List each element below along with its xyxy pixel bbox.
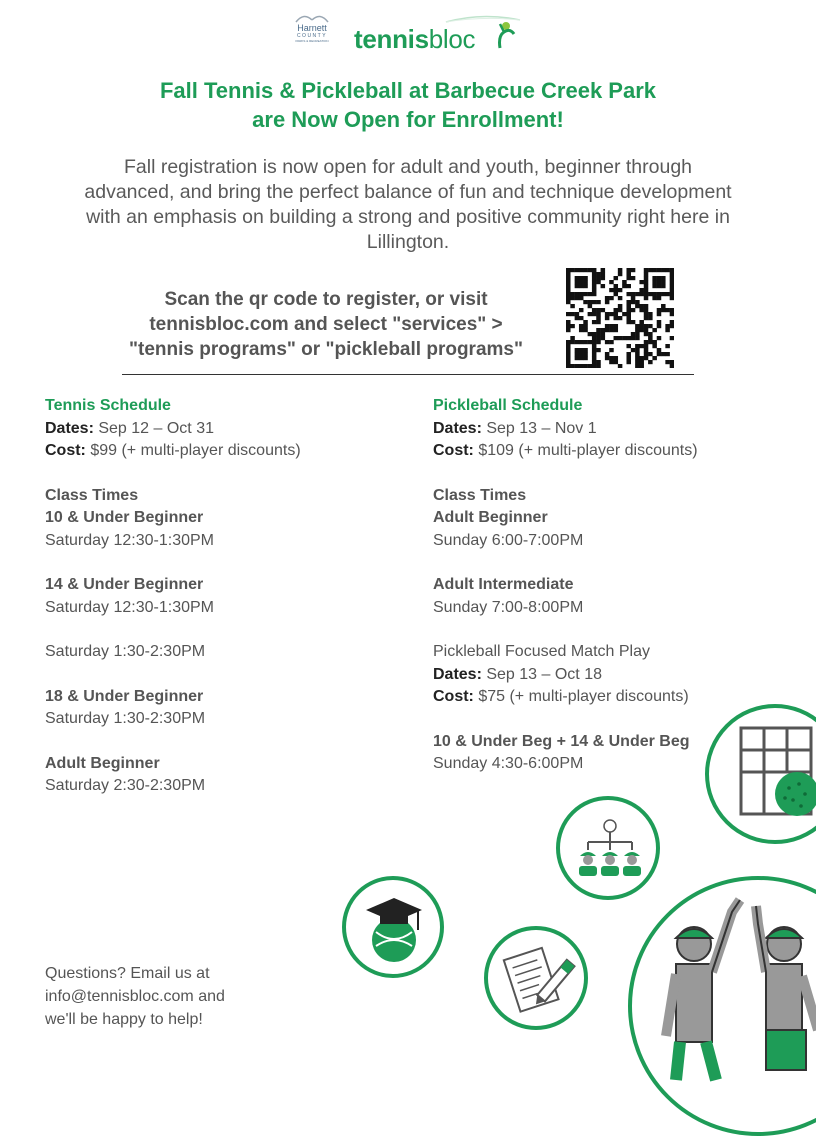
- youth-pickleball-class-time: Sunday 4:30-6:00PM: [433, 755, 584, 772]
- tennis-class-time: Saturday 12:30-1:30PM: [45, 531, 214, 549]
- tennis-class-time: Saturday 2:30-2:30PM: [45, 777, 206, 794]
- scan-line2: tennisbloc.com and select "services" >: [149, 314, 503, 335]
- tennis-class-name: 10 & Under Beginner: [45, 509, 204, 526]
- org-chart-icon: [556, 796, 660, 900]
- pickleball-dates: [433, 418, 813, 441]
- tennis-dates-value: Sep 12 – Oct 31: [93, 419, 214, 437]
- footer-line1: Questions? Email us at: [45, 965, 210, 982]
- tennis-class-time: Saturday 12:30-1:30PM: [45, 598, 214, 616]
- scan-line3: "tennis programs" or "pickleball programs": [129, 339, 523, 360]
- match-play-cost: [433, 686, 813, 709]
- pickleball-schedule-title: Pickleball Schedule: [433, 397, 583, 414]
- harnett-logo-line2: COUNTY: [296, 33, 328, 39]
- pickleball-class-times-heading: Class Times: [433, 486, 527, 504]
- tennis-cost-label: Cost:: [45, 442, 86, 459]
- headline-line1: Fall Tennis & Pickleball at Barbecue Creek Park: [159, 78, 657, 103]
- match-play-dates: [433, 664, 813, 687]
- pickleball-class-name: Adult Intermediate: [433, 576, 574, 593]
- footer-contact: [45, 962, 305, 1031]
- scan-line1: Scan the qr code to register, or visit: [164, 289, 488, 310]
- headline-line2: are Now Open for Enrollment!: [252, 107, 564, 132]
- youth-pickleball-class-name: 10 & Under Beg + 14 & Under Beg: [433, 732, 690, 750]
- pickleball-cost: [433, 440, 813, 463]
- tennis-class-name: Adult Beginner: [45, 754, 160, 772]
- qr-code-icon[interactable]: [566, 268, 674, 368]
- scan-instructions: [88, 287, 564, 362]
- tennis-class-time: Saturday 1:30-2:30PM: [45, 643, 206, 660]
- match-play-dates-value: Sep 13 – Oct 18: [481, 665, 602, 683]
- pickleball-cost-value: $109 (+ multi-player discounts): [473, 442, 698, 459]
- match-play-cost-value: $75 (+ multi-player discounts): [473, 688, 689, 705]
- tennis-schedule: [45, 395, 405, 798]
- footer-line2[interactable]: info@tennisbloc.com and: [45, 988, 225, 1005]
- headline: [60, 76, 756, 134]
- match-play-dates-label: Dates:: [433, 665, 482, 683]
- tennis-class-name: 18 & Under Beginner: [45, 687, 204, 705]
- harnett-county-logo: [290, 12, 334, 52]
- intro-paragraph: Fall registration is now open for adult and youth, beginner through advanced, and bring the perfect balance of fun and technique development with an emphasis on building a strong and positive community right here in Lillington.: [84, 156, 732, 253]
- tennis-class-name: 14 & Under Beginner: [45, 576, 204, 593]
- match-play-cost-label: Cost:: [433, 688, 474, 705]
- pickleball-class-name: Adult Beginner: [433, 509, 548, 526]
- harnett-logo-line1: Harnett: [297, 23, 327, 33]
- tennis-class-time: Saturday 1:30-2:30PM: [45, 710, 206, 727]
- pickleball-dates-value: Sep 13 – Nov 1: [481, 419, 597, 437]
- tennisbloc-wordmark-bloc: bloc: [428, 24, 476, 54]
- pickleball-class-time: Sunday 7:00-8:00PM: [433, 598, 584, 616]
- tennisbloc-logo: [354, 14, 534, 54]
- tennis-cost: [45, 440, 405, 463]
- pickleball-dates-label: Dates:: [433, 419, 482, 437]
- divider: [122, 374, 694, 375]
- match-play-title: Pickleball Focused Match Play: [433, 643, 650, 660]
- pickleball-cost-label: Cost:: [433, 442, 474, 459]
- graduation-cap-ball-icon: [342, 876, 444, 978]
- harnett-logo-line3: PARKS & RECREATION: [295, 39, 329, 43]
- tennis-class-times-heading: Class Times: [45, 486, 139, 504]
- document-pen-icon: [484, 926, 588, 1030]
- tennisbloc-wordmark: [354, 24, 475, 55]
- tennis-dates-label: Dates:: [45, 419, 94, 437]
- footer-line3: we'll be happy to help!: [45, 1011, 203, 1028]
- tennis-dates: [45, 418, 405, 441]
- tennis-schedule-title: Tennis Schedule: [45, 397, 171, 414]
- cheering-players-icon: [628, 876, 816, 1136]
- tennis-cost-value: $99 (+ multi-player discounts): [85, 442, 301, 459]
- tennisbloc-wordmark-tennis: tennis: [354, 24, 429, 54]
- pickleball-class-time: Sunday 6:00-7:00PM: [433, 531, 584, 549]
